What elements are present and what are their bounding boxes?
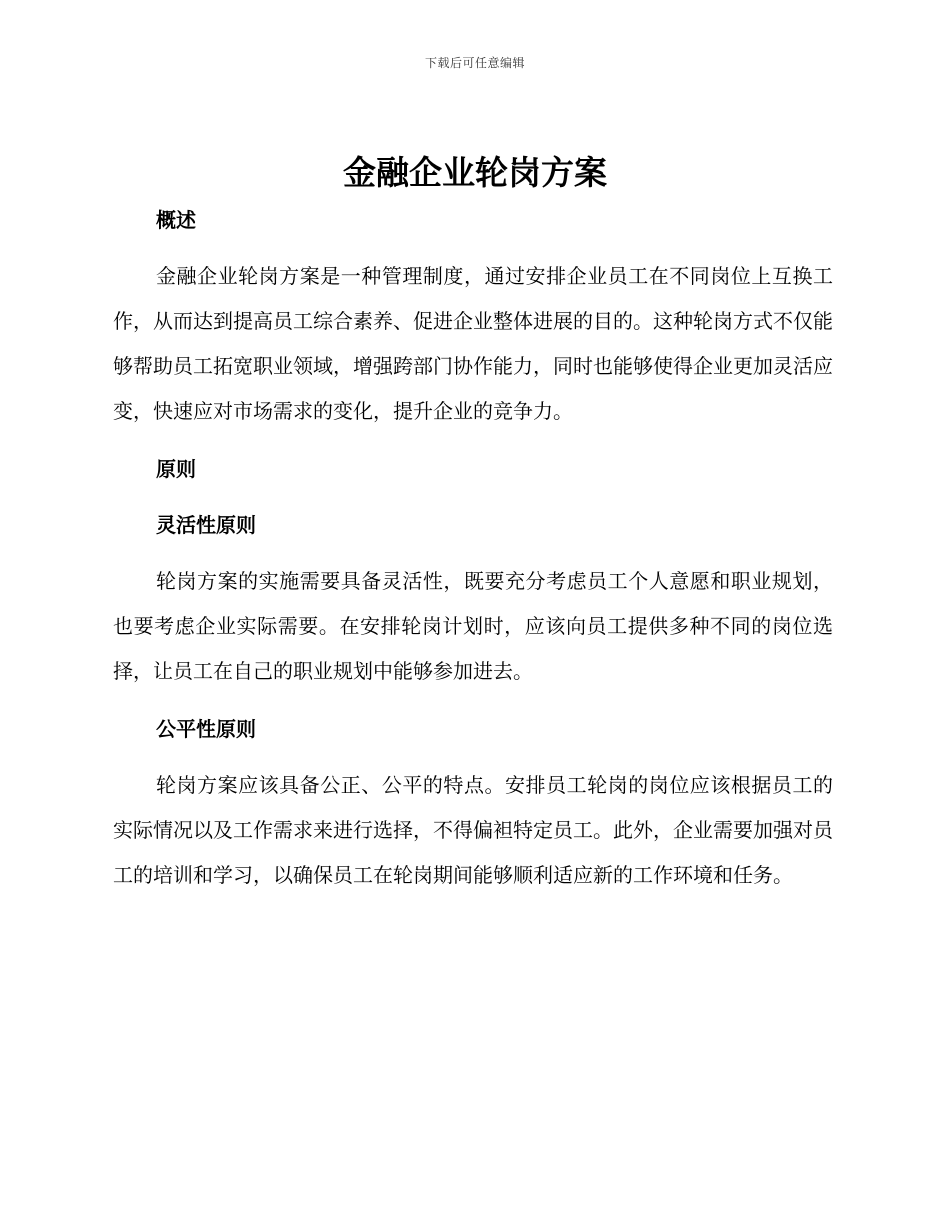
- flexibility-paragraph: 轮岗方案的实施需要具备灵活性，既要充分考虑员工个人意愿和职业规划，也要考虑企业实际需要。在安排轮岗计划时，应该向员工提供多种不同的岗位选择，让员工在自己的职业规划中能够参加进去。: [113, 569, 833, 683]
- fairness-paragraph: 轮岗方案应该具备公正、公平的特点。安排员工轮岗的岗位应该根据员工的实际情况以及工作需求来进行选择，不得偏袒特定员工。此外，企业需要加强对员工的培训和学习，以确保员工在轮岗期间能够顺利适应新的工作环境和任务。: [113, 773, 833, 887]
- subsection-heading-flexibility: 灵活性原则: [156, 513, 256, 537]
- subsection-heading-fairness: 公平性原则: [156, 717, 256, 741]
- page-header-note: 下载后可任意编辑: [424, 56, 525, 70]
- section-heading-principles: 原则: [156, 457, 196, 481]
- document-title: 金融企业轮岗方案: [343, 153, 607, 192]
- section-heading-overview: 概述: [156, 208, 196, 232]
- document-body: [113, 198, 833, 898]
- overview-paragraph: 金融企业轮岗方案是一种管理制度，通过安排企业员工在不同岗位上互换工作，从而达到提高员工综合素养、促进企业整体进展的目的。这种轮岗方式不仅能够帮助员工拓宽职业领域，增强跨部门协作能力，同时也能够使得企业更加灵活应变，快速应对市场需求的变化，提升企业的竞争力。: [113, 264, 833, 423]
